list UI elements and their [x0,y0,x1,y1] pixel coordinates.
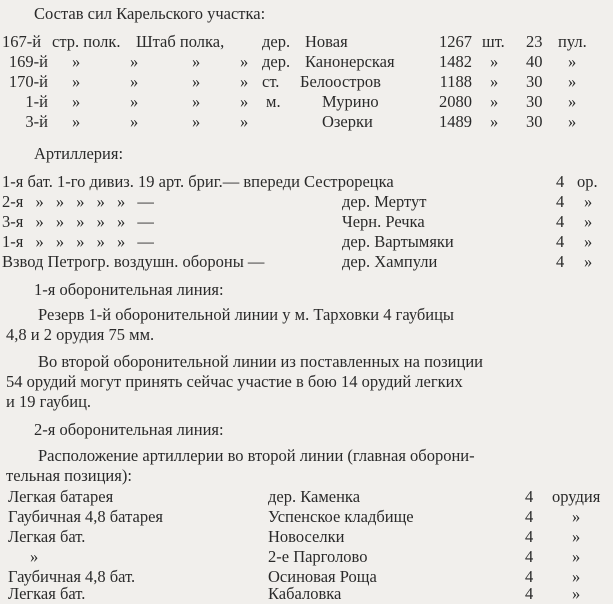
place: Новая [305,32,348,51]
count: 4 [556,252,565,271]
cell: » [192,72,201,91]
cell: » [72,112,81,131]
unit: Легкая бат. [8,584,86,603]
kind: » [572,567,581,586]
count: 4 [525,567,534,586]
place: дер. Каменка [268,487,361,506]
mg-unit: пул. [558,32,587,51]
mg-unit: » [568,72,577,91]
unit: ор. [577,172,598,191]
cell: » [240,72,249,91]
cell: » [192,112,201,131]
cell: дер. [262,52,291,71]
count: 4 [525,487,534,506]
count: 4 [556,212,565,231]
place: Мурино [322,92,379,111]
paragraph-line: Во второй оборонительной линии из поставленных на позиции [38,352,483,371]
place: Озерки [322,112,373,131]
unit: Легкая батарея [8,487,114,506]
count: 4 [556,192,565,211]
unit: » [30,547,39,566]
count: 4 [525,584,534,603]
section-heading: 2-я оборонительная линия: [34,420,224,439]
section-heading: Состав сил Карельского участка: [34,4,266,23]
place: 2-е Парголово [268,547,368,566]
unit: 1-й [25,92,48,111]
unit: » [584,252,593,271]
unit: Гаубичная 4,8 батарея [8,507,163,526]
count: 4 [525,507,534,526]
place: Успенское кладбище [268,507,414,526]
artillery-row: 1-я » » » » » — [2,232,154,251]
cell: » [130,92,139,111]
paragraph-line: Резерв 1-й оборонительной линии у м. Тарховки 4 гаубицы [38,305,454,324]
place: Канонерская [305,52,395,71]
unit: » [584,192,593,211]
cell: дер. [262,32,291,51]
cell: стр. полк. [52,32,121,51]
men-unit: шт. [482,32,505,51]
men: 1267 [439,32,472,51]
unit: » [584,232,593,251]
paragraph-line: 54 орудий могут принять сейчас участие в бою 14 орудий легких [6,372,463,391]
mg: 40 [526,52,543,71]
place: дер. Хампули [342,252,438,271]
men-unit: » [490,52,499,71]
cell: Штаб полка, [136,32,225,51]
men: 2080 [439,92,472,111]
unit: 3-й [25,112,48,131]
unit: Легкая бат. [8,527,86,546]
kind: » [572,507,581,526]
cell: » [72,92,81,111]
cell: » [72,72,81,91]
place: Осиновая Роща [268,567,377,586]
cell: » [130,112,139,131]
cell: м. [266,92,281,111]
unit: 169-й [8,52,48,71]
mg: 23 [526,32,543,51]
place: дер. Вартымяки [342,232,454,251]
count: 4 [525,527,534,546]
cell: » [192,92,201,111]
artillery-row: 3-я » » » » » — [2,212,154,231]
section-heading: 1-я оборонительная линия: [34,280,224,299]
cell: » [192,52,201,71]
mg-unit: » [568,52,577,71]
unit: 167-й [2,32,42,51]
cell: » [240,92,249,111]
paragraph-line: тельная позиция): [6,466,132,485]
kind: » [572,584,581,603]
place: дер. Мертут [342,192,427,211]
unit: 170-й [8,72,48,91]
count: 4 [525,547,534,566]
mg: 30 [526,112,543,131]
section-heading: Артиллерия: [34,144,124,163]
kind: » [572,547,581,566]
place: Новоселки [268,527,345,546]
kind: » [572,527,581,546]
paragraph-line: 4,8 и 2 орудия 75 мм. [6,325,155,344]
cell: ст. [262,72,280,91]
count: 4 [556,232,565,251]
men-unit: » [490,72,499,91]
place: Кабаловка [268,584,342,603]
men: 1188 [439,72,472,91]
unit: » [584,212,593,231]
men: 1489 [439,112,472,131]
artillery-row: 1-я бат. 1-го дивиз. 19 арт. бриг.— впереди Сестрорецка [2,172,394,191]
place: Белоостров [300,72,381,91]
cell: » [240,52,249,71]
unit: Гаубичная 4,8 бат. [8,567,136,586]
paragraph-line: Расположение артиллерии во второй линии (главная оборони- [38,446,475,465]
kind: орудия [552,487,601,506]
mg: 30 [526,72,543,91]
mg: 30 [526,92,543,111]
place: Черн. Речка [342,212,425,231]
count: 4 [556,172,565,191]
mg-unit: » [568,92,577,111]
artillery-row: 2-я » » » » » — [2,192,154,211]
cell: » [130,52,139,71]
men-unit: » [490,92,499,111]
cell: » [130,72,139,91]
artillery-row: Взвод Петрогр. воздушн. обороны — [2,252,265,271]
mg-unit: » [568,112,577,131]
men: 1482 [439,52,472,71]
paragraph-line: и 19 гаубиц. [6,392,92,411]
cell: » [240,112,249,131]
cell: » [72,52,81,71]
men-unit: » [490,112,499,131]
